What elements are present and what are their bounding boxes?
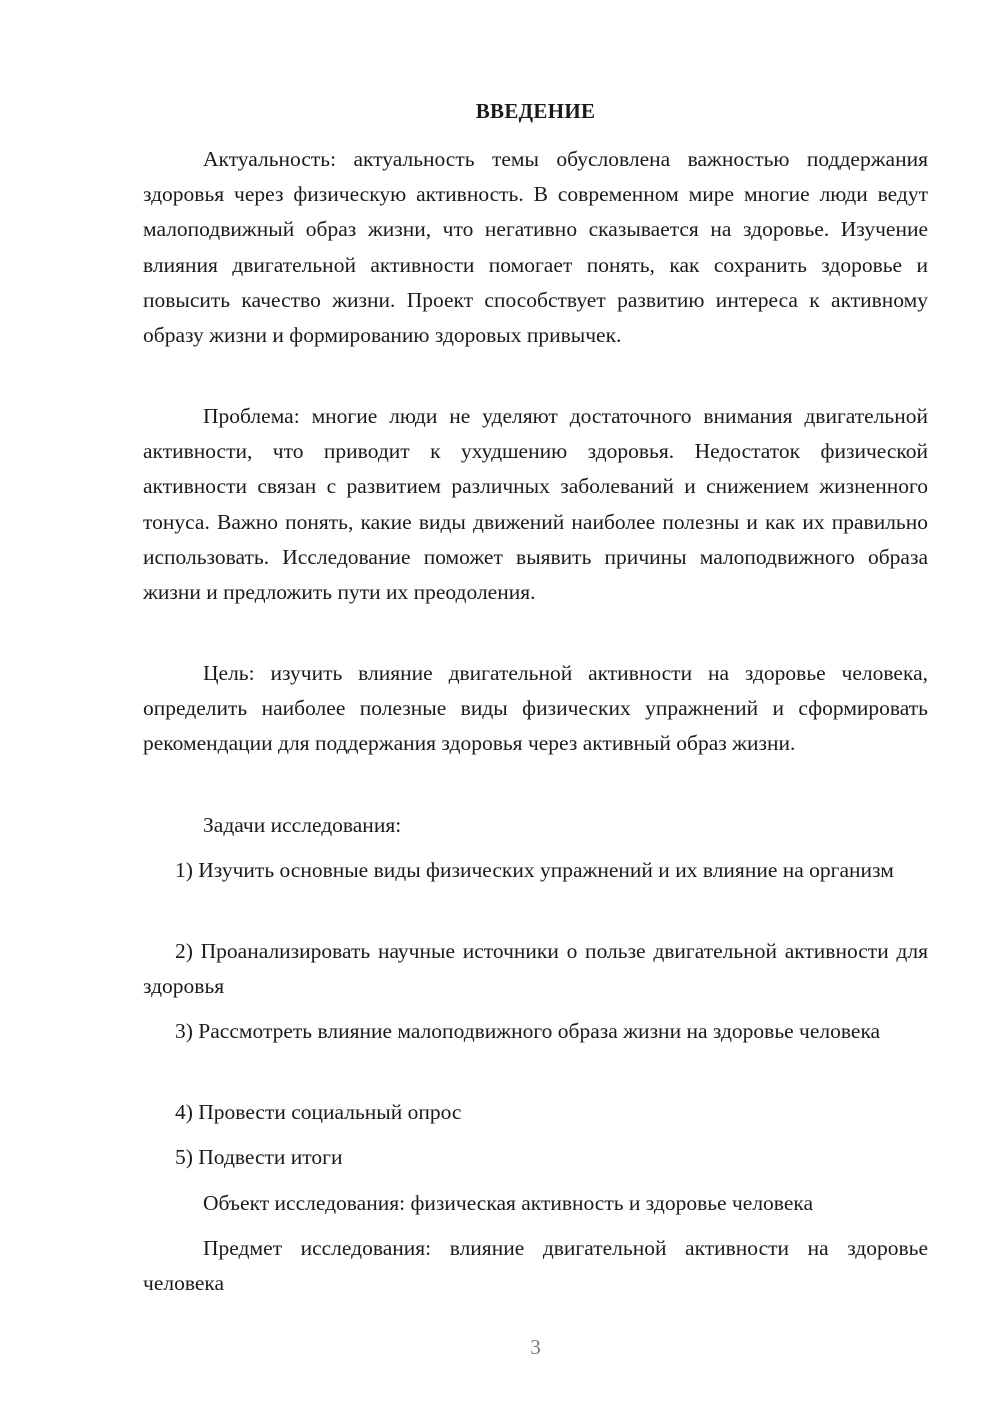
tasks-title: Задачи исследования:: [203, 813, 402, 837]
section-heading: ВВЕДЕНИЕ: [475, 99, 596, 123]
paragraph-object: Объект исследования: физическая активность и здоровье человека: [203, 1191, 814, 1215]
paragraph-goal: Цель: изучить влияние двигательной активности на здоровье человека, определить наиболее полезные виды физических упражнений и сформировать рекомендации для поддержания здоровья через активный образ жизни.: [143, 661, 928, 756]
task-item-2: 2) Проанализировать научные источники о пользе двигательной активности для здоровья: [143, 939, 928, 999]
task-item-1: 1) Изучить основные виды физических упражнений и их влияние на организм: [175, 858, 894, 882]
task-item-3: 3) Рассмотреть влияние малоподвижного образа жизни на здоровье человека: [175, 1019, 881, 1043]
paragraph-problem: Проблема: многие люди не уделяют достаточного внимания двигательной активности, что приводит к ухудшению здоровья. Недостаток физической активности связан с развитием различных заболеваний и снижением жизненного тонуса. Важно понять, какие виды движений наиболее полезны и как их правильно использовать. Исследование поможет выявить причины малоподвижного образа жизни и предложить пути их преодоления.: [143, 404, 928, 605]
task-item-4: 4) Провести социальный опрос: [175, 1100, 462, 1124]
page-number: 3: [530, 1335, 541, 1359]
paragraph-subject: Предмет исследования: влияние двигательной активности на здоровье человека: [143, 1236, 928, 1296]
task-item-5: 5) Подвести итоги: [175, 1145, 343, 1169]
paragraph-relevance: Актуальность: актуальность темы обусловлена важностью поддержания здоровья через физическую активность. В современном мире многие люди ведут малоподвижный образ жизни, что негативно сказывается на здоровье. Изучение влияния двигательной активности помогает понять, как сохранить здоровье и повысить качество жизни. Проект способствует развитию интереса к активному образу жизни и формированию здоровых привычек.: [143, 147, 928, 348]
